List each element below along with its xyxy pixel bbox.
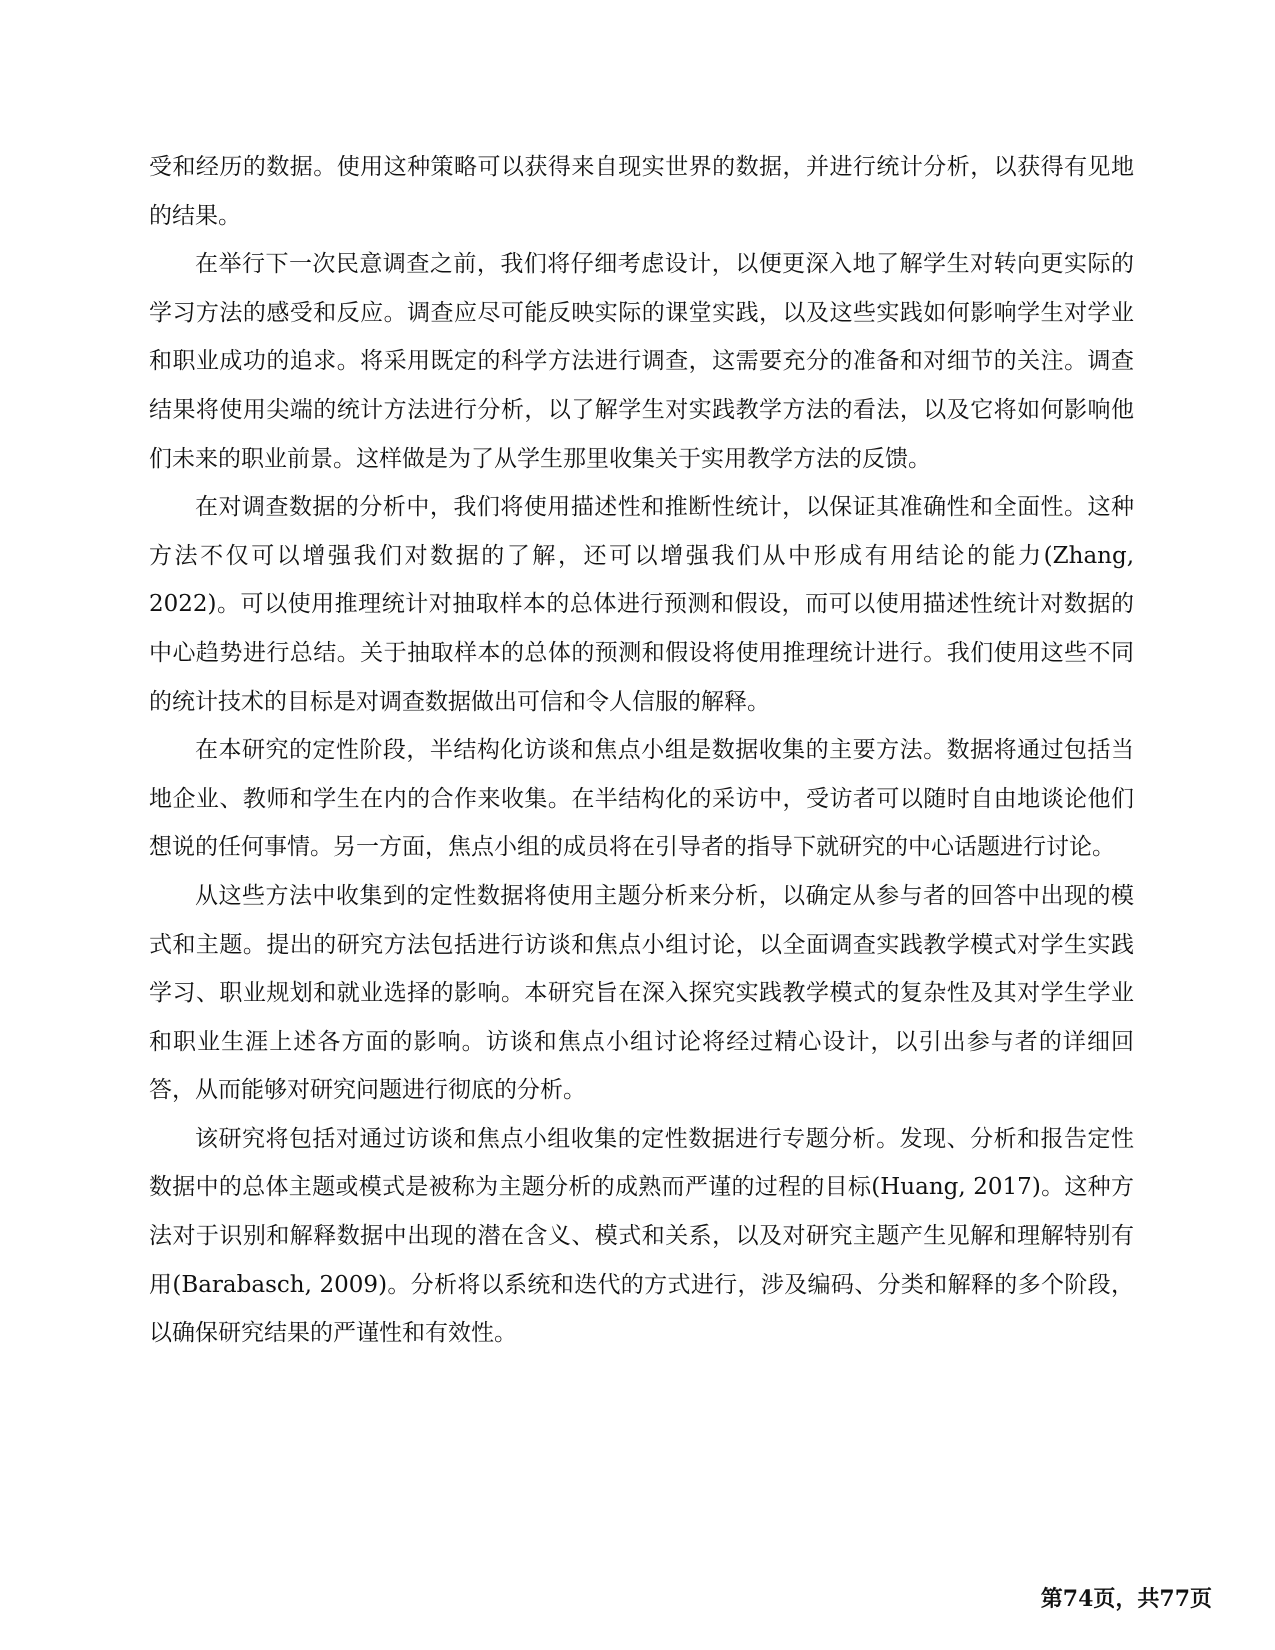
- paragraph: 在本研究的定性阶段，半结构化访谈和焦点小组是数据收集的主要方法。数据将通过包括当地企业、教师和学生在内的合作来收集。在半结构化的采访中，受访者可以随时自由地谈论他们想说的任何事情。另一方面，焦点小组的成员将在引导者的指导下就研究的中心话题进行讨论。: [149, 737, 1134, 861]
- paragraph-continuation: 受和经历的数据。使用这种策略可以获得来自现实世界的数据，并进行统计分析，以获得有见地的结果。: [149, 154, 1134, 229]
- paragraph: 该研究将包括对通过访谈和焦点小组收集的定性数据进行专题分析。发现、分析和报告定性数据中的总体主题或模式是被称为主题分析的成熟而严谨的过程的目标(Huang, 2017)。这种方法对于识别和解释数据中出现的潜在含义、模式和关系，以及对研究主题产生见解和理解特别有用(Barabasch, 2009)。分析将以系统和迭代的方式进行，涉及编码、分类和解释的多个阶段，以确保研究结果的严谨性和有效性。: [149, 1125, 1134, 1347]
- page-number: 第74页，共77页: [1040, 1586, 1212, 1612]
- document-body: [149, 143, 1134, 1358]
- paragraph: 从这些方法中收集到的定性数据将使用主题分析来分析，以确定从参与者的回答中出现的模式和主题。提出的研究方法包括进行访谈和焦点小组讨论，以全面调查实践教学模式对学生实践学习、职业规划和就业选择的影响。本研究旨在深入探究实践教学模式的复杂性及其对学生学业和职业生涯上述各方面的影响。访谈和焦点小组讨论将经过精心设计，以引出参与者的详细回答，从而能够对研究问题进行彻底的分析。: [149, 882, 1134, 1104]
- paragraph: 在举行下一次民意调查之前，我们将仔细考虑设计，以便更深入地了解学生对转向更实际的学习方法的感受和反应。调查应尽可能反映实际的课堂实践，以及这些实践如何影响学生对学业和职业成功的追求。将采用既定的科学方法进行调查，这需要充分的准备和对细节的关注。调查结果将使用尖端的统计方法进行分析，以了解学生对实践教学方法的看法，以及它将如何影响他们未来的职业前景。这样做是为了从学生那里收集关于实用教学方法的反馈。: [149, 251, 1134, 472]
- paragraph: 在对调查数据的分析中，我们将使用描述性和推断性统计，以保证其准确性和全面性。这种方法不仅可以增强我们对数据的了解，还可以增强我们从中形成有用结论的能力(Zhang, 2022)。可以使用推理统计对抽取样本的总体进行预测和假设，而可以使用描述性统计对数据的中心趋势进行总结。关于抽取样本的总体的预测和假设将使用推理统计进行。我们使用这些不同的统计技术的目标是对调查数据做出可信和令人信服的解释。: [149, 494, 1134, 715]
